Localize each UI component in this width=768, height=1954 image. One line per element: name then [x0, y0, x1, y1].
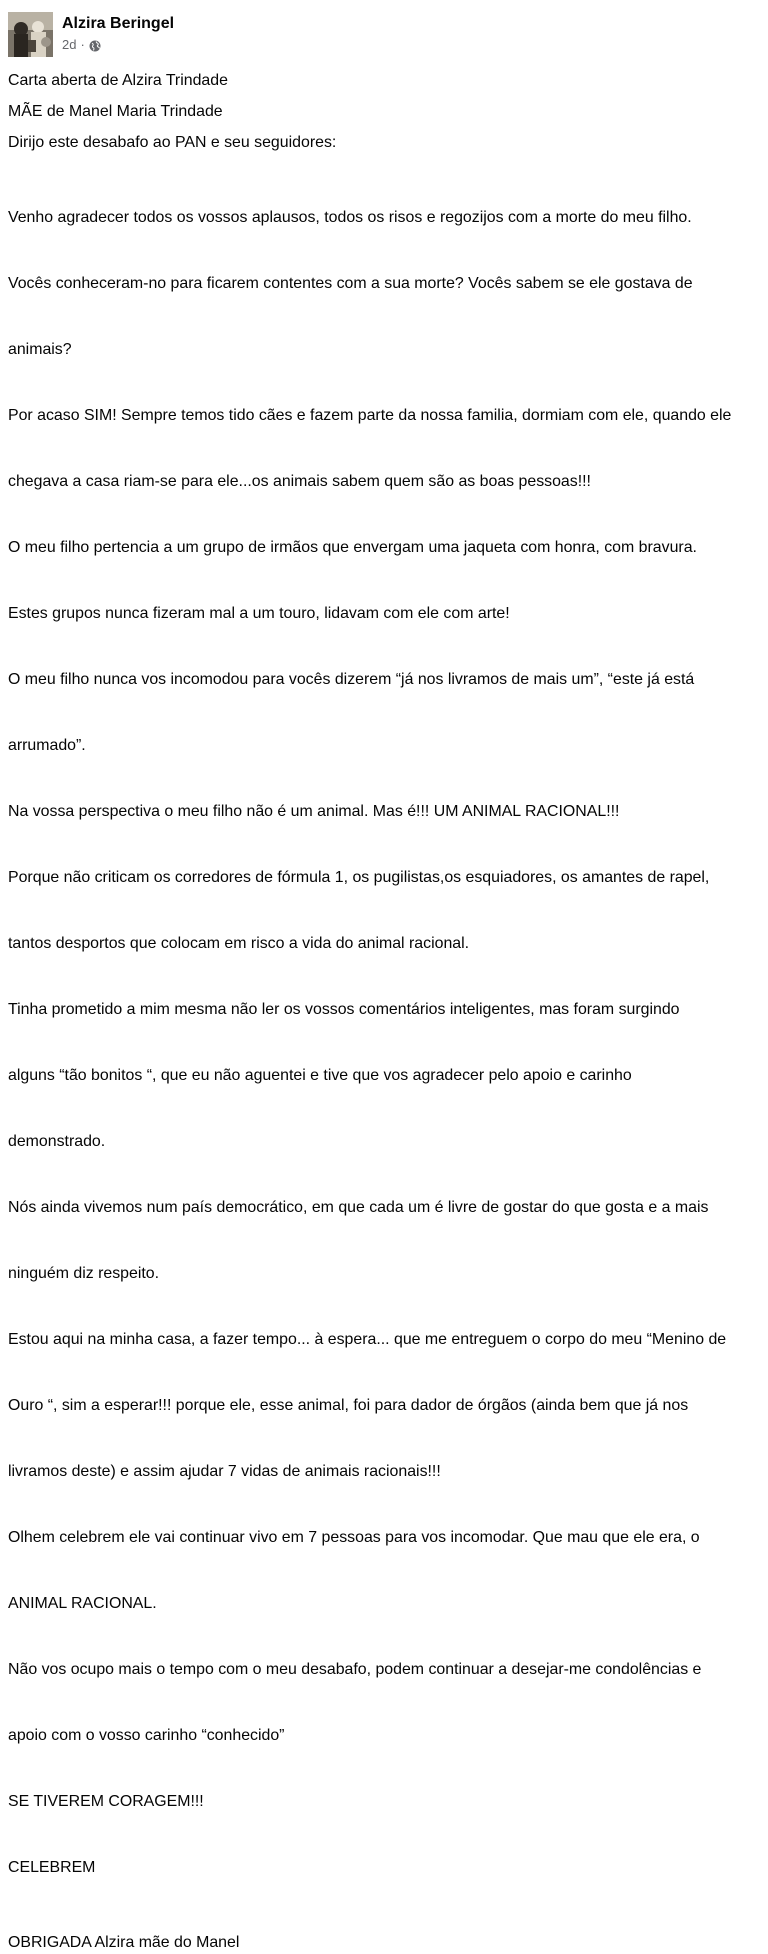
- avatar[interactable]: [8, 12, 53, 57]
- text-line: Não vos ocupo mais o tempo com o meu desabafo, podem continuar a desejar-me condolências e: [8, 1661, 702, 1678]
- post-body: [8, 70, 758, 1954]
- text-line: animais?: [8, 341, 72, 358]
- meta-separator: ·: [80, 37, 85, 52]
- post-paragraph-2: MÃE de Manel Maria Trindade: [8, 103, 223, 120]
- post-time[interactable]: 2d: [62, 37, 77, 52]
- text-line: O meu filho pertencia a um grupo de irmãos que envergam uma jaqueta com honra, com bravura.: [8, 539, 697, 556]
- text-line: O meu filho nunca vos incomodou para vocês dizerem “já nos livramos de mais um”, “este já está: [8, 671, 695, 688]
- text-line: ANIMAL RACIONAL.: [8, 1595, 157, 1612]
- text-line: Nós ainda vivemos num país democrático, em que cada um é livre de gostar do que gosta e a mais: [8, 1199, 709, 1216]
- header-text: [62, 14, 174, 54]
- text-line: apoio com o vosso carinho “conhecido”: [8, 1727, 285, 1744]
- post-header: [8, 8, 758, 60]
- text-line: Na vossa perspectiva o meu filho não é um animal. Mas é!!! UM ANIMAL RACIONAL!!!: [8, 803, 620, 820]
- text-line: demonstrado.: [8, 1133, 106, 1150]
- text-line: Vocês conheceram-no para ficarem contentes com a sua morte? Vocês sabem se ele gostava de: [8, 275, 693, 292]
- text-line: Venho agradecer todos os vossos aplausos, todos os risos e regozijos com a morte do meu filho.: [8, 209, 692, 226]
- text-line: Porque não criticam os corredores de fórmula 1, os pugilistas,os esquiadores, os amantes de rapel,: [8, 869, 710, 886]
- text-line: Por acaso SIM! Sempre temos tido cães e fazem parte da nossa familia, dormiam com ele, quando ele: [8, 407, 732, 424]
- text-line: tantos desportos que colocam em risco a vida do animal racional.: [8, 935, 470, 952]
- text-line: ninguém diz respeito.: [8, 1265, 160, 1282]
- text-line: livramos deste) e assim ajudar 7 vidas de animais racionais!!!: [8, 1463, 441, 1480]
- text-line: Ouro “, sim a esperar!!! porque ele, esse animal, foi para dador de órgãos (ainda bem que já nos: [8, 1397, 689, 1414]
- text-line: CELEBREM: [8, 1859, 96, 1876]
- avatar-image: [8, 12, 53, 57]
- post-paragraph-4: [8, 163, 758, 1923]
- text-line: Estou aqui na minha casa, a fazer tempo... à espera... que me entreguem o corpo do meu “Menino de: [8, 1331, 727, 1348]
- text-line: Tinha prometido a mim mesma não ler os vossos comentários inteligentes, mas foram surgindo: [8, 1001, 680, 1018]
- globe-icon[interactable]: [89, 39, 101, 51]
- text-line: Olhem celebrem ele vai continuar vivo em 7 pessoas para vos incomodar. Que mau que ele era, o: [8, 1529, 700, 1546]
- post-paragraph-5: OBRIGADA Alzira mãe do Manel: [8, 1934, 240, 1951]
- post-paragraph-1: Carta aberta de Alzira Trindade: [8, 72, 228, 89]
- text-line: Estes grupos nunca fizeram mal a um touro, lidavam com ele com arte!: [8, 605, 510, 622]
- text-line: alguns “tão bonitos “, que eu não aguentei e tive que vos agradecer pelo apoio e carinho: [8, 1067, 632, 1084]
- text-line: SE TIVEREM CORAGEM!!!: [8, 1793, 204, 1810]
- text-line: chegava a casa riam-se para ele...os animais sabem quem são as boas pessoas!!!: [8, 473, 591, 490]
- author-name[interactable]: Alzira Beringel: [62, 15, 175, 32]
- post-paragraph-3: Dirijo este desabafo ao PAN e seu seguidores:: [8, 134, 337, 151]
- text-line: arrumado”.: [8, 737, 86, 754]
- post-meta: [62, 36, 174, 54]
